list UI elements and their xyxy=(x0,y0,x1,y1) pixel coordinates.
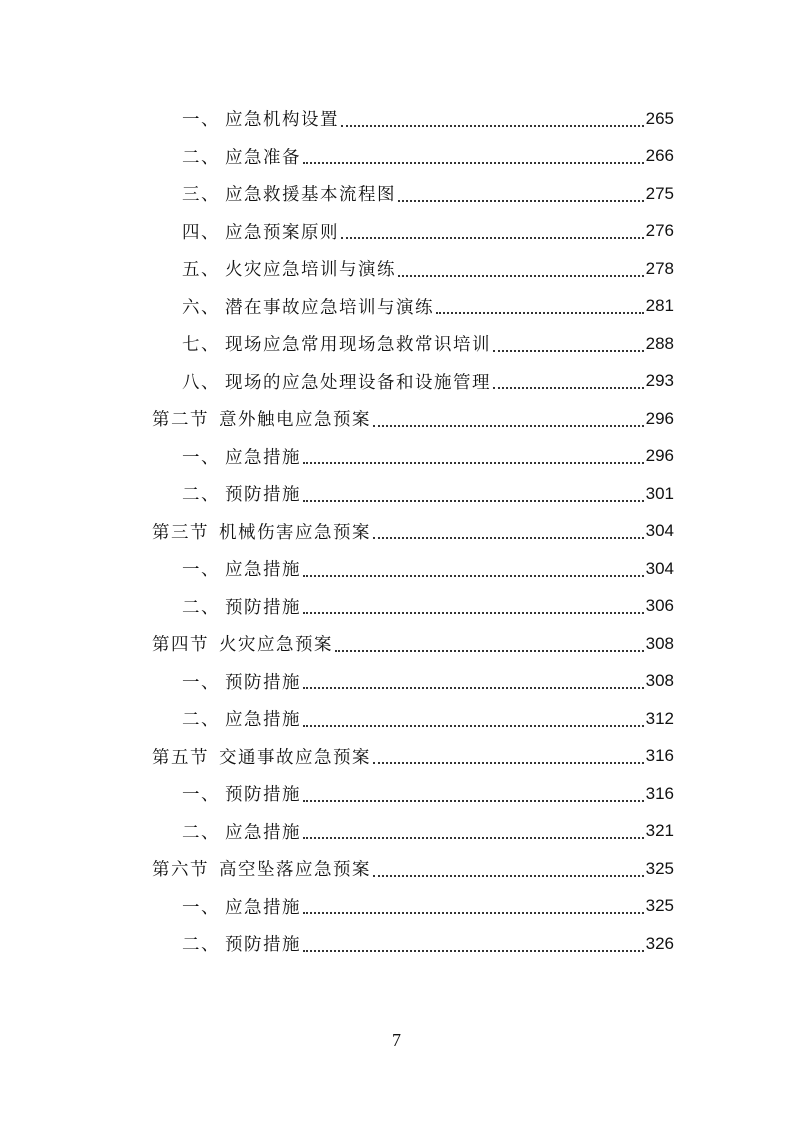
toc-entry-page: 304 xyxy=(645,558,674,578)
toc-entry[interactable] xyxy=(182,213,674,250)
toc-entry-prefix: 五、 xyxy=(182,260,220,280)
toc-entry-title: 现场应急常用现场急救常识培训 xyxy=(225,335,491,355)
toc-entry-prefix: 三、 xyxy=(182,185,220,205)
toc-entry[interactable] xyxy=(182,925,674,962)
toc-entry[interactable] xyxy=(182,663,674,700)
toc-entry-title: 应急准备 xyxy=(225,147,301,168)
toc-entry[interactable] xyxy=(182,813,674,850)
toc-entry-title: 应急措施 xyxy=(225,710,301,730)
toc-entry-title: 机械伤害应急预案 xyxy=(219,522,371,543)
toc-entry-prefix: 六、 xyxy=(182,297,220,318)
toc-entry-title: 预防措施 xyxy=(225,935,301,955)
toc-entry-page: 296 xyxy=(645,408,674,428)
dot-leader xyxy=(341,237,644,239)
toc-entry-title: 应急措施 xyxy=(225,897,301,918)
toc-entry-prefix: 一、 xyxy=(182,110,220,130)
dot-leader xyxy=(303,162,644,164)
dot-leader xyxy=(303,837,644,839)
toc-entry-page: 325 xyxy=(645,858,674,878)
toc-entry-title: 预防措施 xyxy=(225,785,301,805)
toc-entry-page: 265 xyxy=(645,108,674,128)
dot-leader xyxy=(303,912,644,914)
toc-entry-prefix: 一、 xyxy=(182,897,220,918)
dot-leader xyxy=(303,950,644,952)
toc-entry[interactable] xyxy=(182,250,674,287)
toc-entry-title: 火灾应急预案 xyxy=(219,635,333,655)
toc-entry[interactable] xyxy=(182,775,674,812)
toc-section-entry[interactable] xyxy=(152,738,674,775)
toc-entry-title: 预防措施 xyxy=(225,672,301,693)
dot-leader xyxy=(303,612,644,614)
toc-entry-prefix: 二、 xyxy=(182,597,220,618)
toc-entry-page: 266 xyxy=(645,146,674,165)
toc-entry-prefix: 第二节 xyxy=(152,410,209,430)
toc-entry-prefix: 四、 xyxy=(182,222,220,243)
toc-entry-page: 281 xyxy=(645,296,674,315)
toc-entry-prefix: 七、 xyxy=(182,335,220,355)
toc-entry-title: 预防措施 xyxy=(225,597,301,618)
toc-entry-title: 应急措施 xyxy=(225,822,301,843)
dot-leader xyxy=(373,425,644,427)
toc-entry-prefix: 第五节 xyxy=(152,747,209,768)
toc-entry-prefix: 二、 xyxy=(182,147,220,168)
toc-entry-page: 288 xyxy=(645,333,674,353)
toc-entry-prefix: 二、 xyxy=(182,822,220,843)
toc-entry-title: 火灾应急培训与演练 xyxy=(225,260,396,280)
toc-entry-title: 应急措施 xyxy=(225,447,301,468)
toc-entry[interactable] xyxy=(182,363,674,400)
toc-entry[interactable] xyxy=(182,100,674,137)
toc-entry[interactable] xyxy=(182,288,674,325)
dot-leader xyxy=(303,575,644,577)
toc-entry-prefix: 八、 xyxy=(182,372,220,393)
dot-leader xyxy=(398,200,644,202)
toc-entry[interactable] xyxy=(182,700,674,737)
toc-entry-prefix: 一、 xyxy=(182,672,220,693)
dot-leader xyxy=(493,387,644,389)
toc-entry-prefix: 二、 xyxy=(182,935,220,955)
toc-section-entry[interactable] xyxy=(152,513,674,550)
dot-leader xyxy=(303,687,644,689)
toc-entry-title: 应急措施 xyxy=(225,560,301,580)
toc-section-entry[interactable] xyxy=(152,625,674,662)
dot-leader xyxy=(303,725,644,727)
toc-entry[interactable] xyxy=(182,550,674,587)
dot-leader xyxy=(398,275,644,277)
toc-section-entry[interactable] xyxy=(152,850,674,887)
toc-entry-page: 321 xyxy=(645,821,674,840)
toc-entry-page: 301 xyxy=(645,483,674,503)
toc-entry-title: 应急预案原则 xyxy=(225,222,339,243)
toc-entry-page: 275 xyxy=(645,183,674,203)
toc-entry-page: 296 xyxy=(645,446,674,465)
dot-leader xyxy=(493,350,644,352)
toc-entry-page: 278 xyxy=(645,258,674,278)
toc-entry-prefix: 一、 xyxy=(182,560,220,580)
toc-entry-page: 276 xyxy=(645,221,674,240)
toc-entry-title: 潜在事故应急培训与演练 xyxy=(225,297,434,318)
toc-entry-page: 316 xyxy=(645,783,674,803)
toc-entry-title: 应急机构设置 xyxy=(225,110,339,130)
toc-entry-page: 308 xyxy=(645,633,674,653)
dot-leader xyxy=(373,875,644,877)
dot-leader xyxy=(303,462,644,464)
toc-entry-page: 325 xyxy=(645,896,674,915)
toc-entry[interactable] xyxy=(182,438,674,475)
toc-entry-title: 交通事故应急预案 xyxy=(219,747,371,768)
toc-entry[interactable] xyxy=(182,175,674,212)
dot-leader xyxy=(341,125,644,127)
toc-entry-page: 326 xyxy=(645,933,674,953)
toc-entry[interactable] xyxy=(182,588,674,625)
toc-entry-page: 308 xyxy=(645,671,674,690)
dot-leader xyxy=(303,500,644,502)
toc-entry[interactable] xyxy=(182,888,674,925)
page-number: 7 xyxy=(392,1030,401,1050)
toc-entry-page: 306 xyxy=(645,596,674,615)
toc-entry[interactable] xyxy=(182,475,674,512)
dot-leader xyxy=(436,312,644,314)
toc-entry-prefix: 第六节 xyxy=(152,860,209,880)
toc-entry-prefix: 二、 xyxy=(182,485,220,505)
toc-entry-title: 预防措施 xyxy=(225,485,301,505)
toc-entry[interactable] xyxy=(182,325,674,362)
toc-entry-page: 304 xyxy=(645,521,674,540)
toc-entry-title: 应急救援基本流程图 xyxy=(225,185,396,205)
toc-entry-title: 高空坠落应急预案 xyxy=(219,860,371,880)
toc-entry-prefix: 第三节 xyxy=(152,522,209,543)
toc-entry-prefix: 一、 xyxy=(182,447,220,468)
dot-leader xyxy=(373,537,644,539)
toc-entry-prefix: 第四节 xyxy=(152,635,209,655)
toc-entry[interactable] xyxy=(182,138,674,175)
dot-leader xyxy=(373,762,644,764)
toc-entry-page: 312 xyxy=(645,708,674,728)
dot-leader xyxy=(303,800,644,802)
toc-entry-title: 现场的应急处理设备和设施管理 xyxy=(225,372,491,393)
toc-entry-prefix: 一、 xyxy=(182,785,220,805)
toc-section-entry[interactable] xyxy=(152,400,674,437)
dot-leader xyxy=(335,650,644,652)
toc-entry-prefix: 二、 xyxy=(182,710,220,730)
toc-entry-title: 意外触电应急预案 xyxy=(219,410,371,430)
toc-entry-page: 316 xyxy=(645,746,674,765)
toc-entry-page: 293 xyxy=(645,371,674,390)
